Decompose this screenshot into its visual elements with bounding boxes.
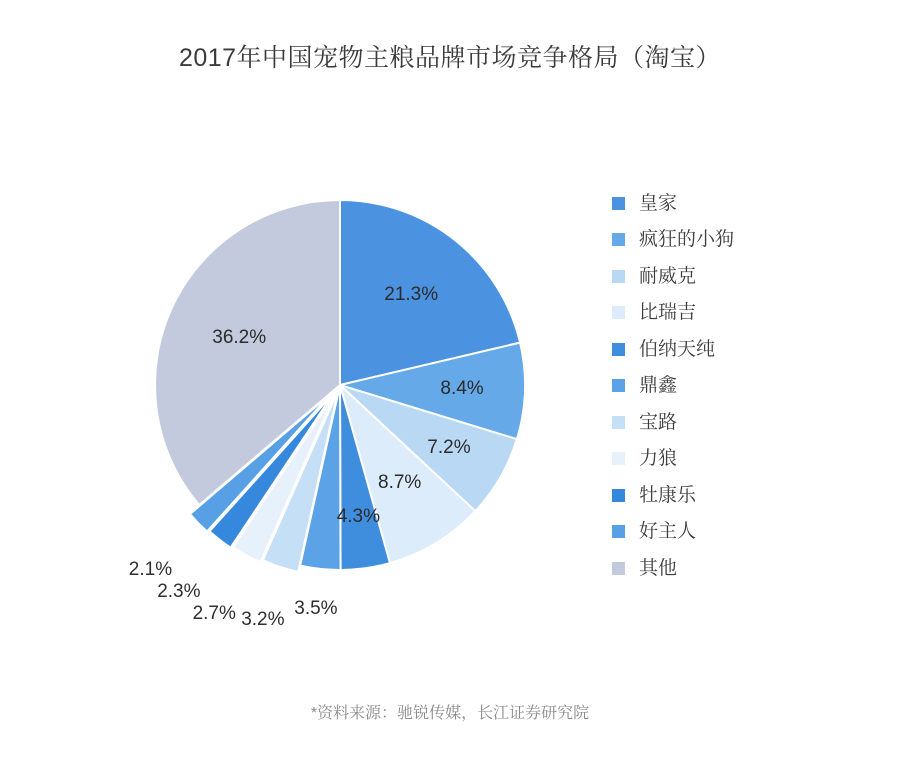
legend-swatch-icon (612, 452, 625, 465)
legend-item[interactable] (612, 441, 872, 478)
legend-item[interactable] (612, 331, 872, 368)
legend-swatch-icon (612, 306, 625, 319)
legend-item[interactable] (612, 295, 872, 332)
slice-value-label: 4.3% (336, 505, 381, 527)
legend-item[interactable] (612, 368, 872, 405)
slice-value-label: 2.1% (128, 558, 173, 580)
legend-swatch-icon (612, 343, 625, 356)
slice-value-label: 3.5% (294, 598, 338, 620)
legend-item-label: 伯纳天纯 (639, 338, 716, 360)
legend-item-label: 耐威克 (639, 265, 697, 287)
slice-value-label: 8.7% (378, 471, 422, 493)
slice-value-label: 3.2% (241, 608, 285, 630)
slice-value-label: 2.3% (157, 581, 201, 603)
legend-item-label: 皇家 (639, 192, 678, 214)
legend-swatch-icon (612, 270, 625, 283)
legend-item[interactable] (612, 477, 872, 514)
legend (612, 185, 872, 587)
slice-value-label: 36.2% (212, 327, 267, 349)
slice-value-label: 8.4% (440, 378, 484, 400)
legend-item-label: 牡康乐 (639, 484, 697, 506)
legend-item-label: 宝路 (639, 411, 678, 433)
legend-item[interactable] (612, 185, 872, 222)
legend-item-label: 比瑞吉 (639, 302, 697, 324)
legend-swatch-icon (612, 197, 625, 210)
legend-swatch-icon (612, 379, 625, 392)
pie-plot-area (60, 140, 620, 660)
slice-value-label: 2.7% (192, 602, 236, 624)
slice-value-label: 7.2% (427, 436, 471, 458)
legend-item[interactable] (612, 258, 872, 295)
legend-item-label: 疯狂的小狗 (639, 229, 735, 251)
legend-swatch-icon (612, 489, 625, 502)
legend-item-label: 好主人 (639, 521, 697, 543)
legend-item-label: 力狼 (639, 448, 678, 470)
legend-item-label: 其他 (639, 557, 678, 579)
legend-item[interactable] (612, 550, 872, 587)
slice-value-label: 21.3% (384, 284, 439, 306)
legend-item[interactable] (612, 404, 872, 441)
source-note: *资料来源：驰锐传媒，长江证券研究院 (310, 705, 590, 722)
pie-svg (60, 140, 620, 660)
legend-item[interactable] (612, 514, 872, 551)
legend-swatch-icon (612, 562, 625, 575)
legend-swatch-icon (612, 525, 625, 538)
legend-item-label: 鼎鑫 (639, 375, 678, 397)
legend-swatch-icon (612, 416, 625, 429)
legend-swatch-icon (612, 233, 625, 246)
legend-item[interactable] (612, 222, 872, 259)
page-title: 2017年中国宠物主粮品牌市场竞争格局（淘宝） (178, 44, 722, 72)
